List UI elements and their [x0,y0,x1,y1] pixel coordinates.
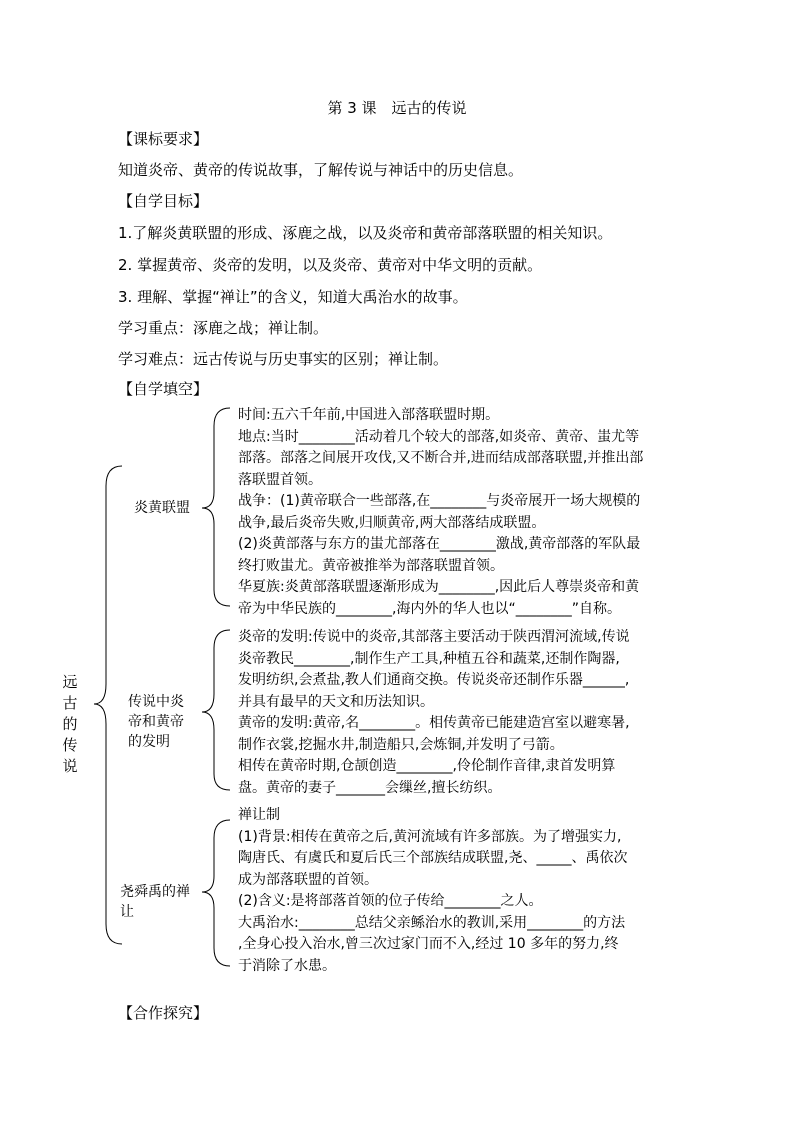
difficult-points: 学习难点：远古传说与历史事实的区别；禅让制。 [118,350,449,368]
branch1-details: 时间:五六千年前,中国进入部落联盟时期。 地点:当时________活动着几个较大的部落,如炎帝、黄帝、蚩尤等 部落。部落之间展开攻伐,又不断合并,进而结成部落联盟,并推出部 落联盟首领。 战争：(1)黄帝联合一些部落,在________与炎帝展开一场大规模的 战争,最后炎帝失败,归顺黄帝,两大部落结成联盟。 (2)炎黄部落与东方的蚩尤部落在________激战,黄帝部落的军队最 终打败蚩尤。黄帝被推举为部落联盟首领。 华夏族:炎黄部落联盟逐渐形成为________,因此后人尊崇炎帝和黄 帝为中华民族的________,海内外的华人也以“________”自称。 [238,407,644,617]
goals-heading: 【自学目标】 [118,192,209,210]
branch1-brace [202,408,230,606]
branch2-label: 传说中炎 帝和黄帝 的发明 [128,694,184,750]
coop-heading: 【合作探究】 [118,1004,209,1022]
branch3-brace [202,820,230,966]
branch1-label: 炎黄联盟 [134,500,190,516]
branch2-brace [202,630,230,790]
goal-item-3: 3. 理解、掌握“禅让”的含义，知道大禹治水的故事。 [118,288,468,306]
branch2-details: 炎帝的发明:传说中的炎帝,其部落主要活动于陕西渭河流域,传说 炎帝教民________,制作生产工具,种植五谷和蔬菜,还制作陶器, 发明纺织,会煮盐,教人们通商交换。传说炎帝还制作乐器______, 并具有最早的天文和历法知识。 黄帝的发明:黄帝,名________。相传黄帝已能建造宫室以避寒暑, 制作衣裳,挖掘水井,制造船只,会炼铜,并发明了弓箭。 相传在黄帝时期,仓颉创造________,伶伦制作音律,隶首发明算 盘。黄帝的妻子_______会缫丝,擅长纺织。 [238,629,630,796]
root-label: 远 古 的 传 说 [62,673,78,775]
fill-heading: 【自学填空】 [118,380,209,398]
key-points: 学习重点：涿鹿之战；禅让制。 [118,319,329,337]
lesson-title: 第 3 课 远古的传说 [327,99,467,117]
goal-item-1: 1.了解炎黄联盟的形成、涿鹿之战，以及炎帝和黄帝部落联盟的相关知识。 [118,224,613,242]
standard-text: 知道炎帝、黄帝的传说故事，了解传说与神话中的历史信息。 [118,161,524,179]
branch3-label: 尧舜禹的禅 让 [120,884,190,920]
standard-heading: 【课标要求】 [118,130,209,148]
root-brace [94,466,122,944]
branch3-details: 禅让制 (1)背景:相传在黄帝之后,黄河流域有许多部族。为了增强实力, 陶唐氏、有虞氏和夏后氏三个部族结成联盟,尧、_____、禹依次 成为部落联盟的首领。 (2)含义:是将部落首领的位子传给________之人。 大禹治水:________总结父亲鲧治水的教训,采用________的方法 ,全身心投入治水,曾三次过家门而不入,经过 10 多年的努力,终 于消除了水患。 [238,807,628,974]
goal-item-2: 2. 掌握黄帝、炎帝的发明，以及炎帝、黄帝对中华文明的贡献。 [118,256,543,274]
